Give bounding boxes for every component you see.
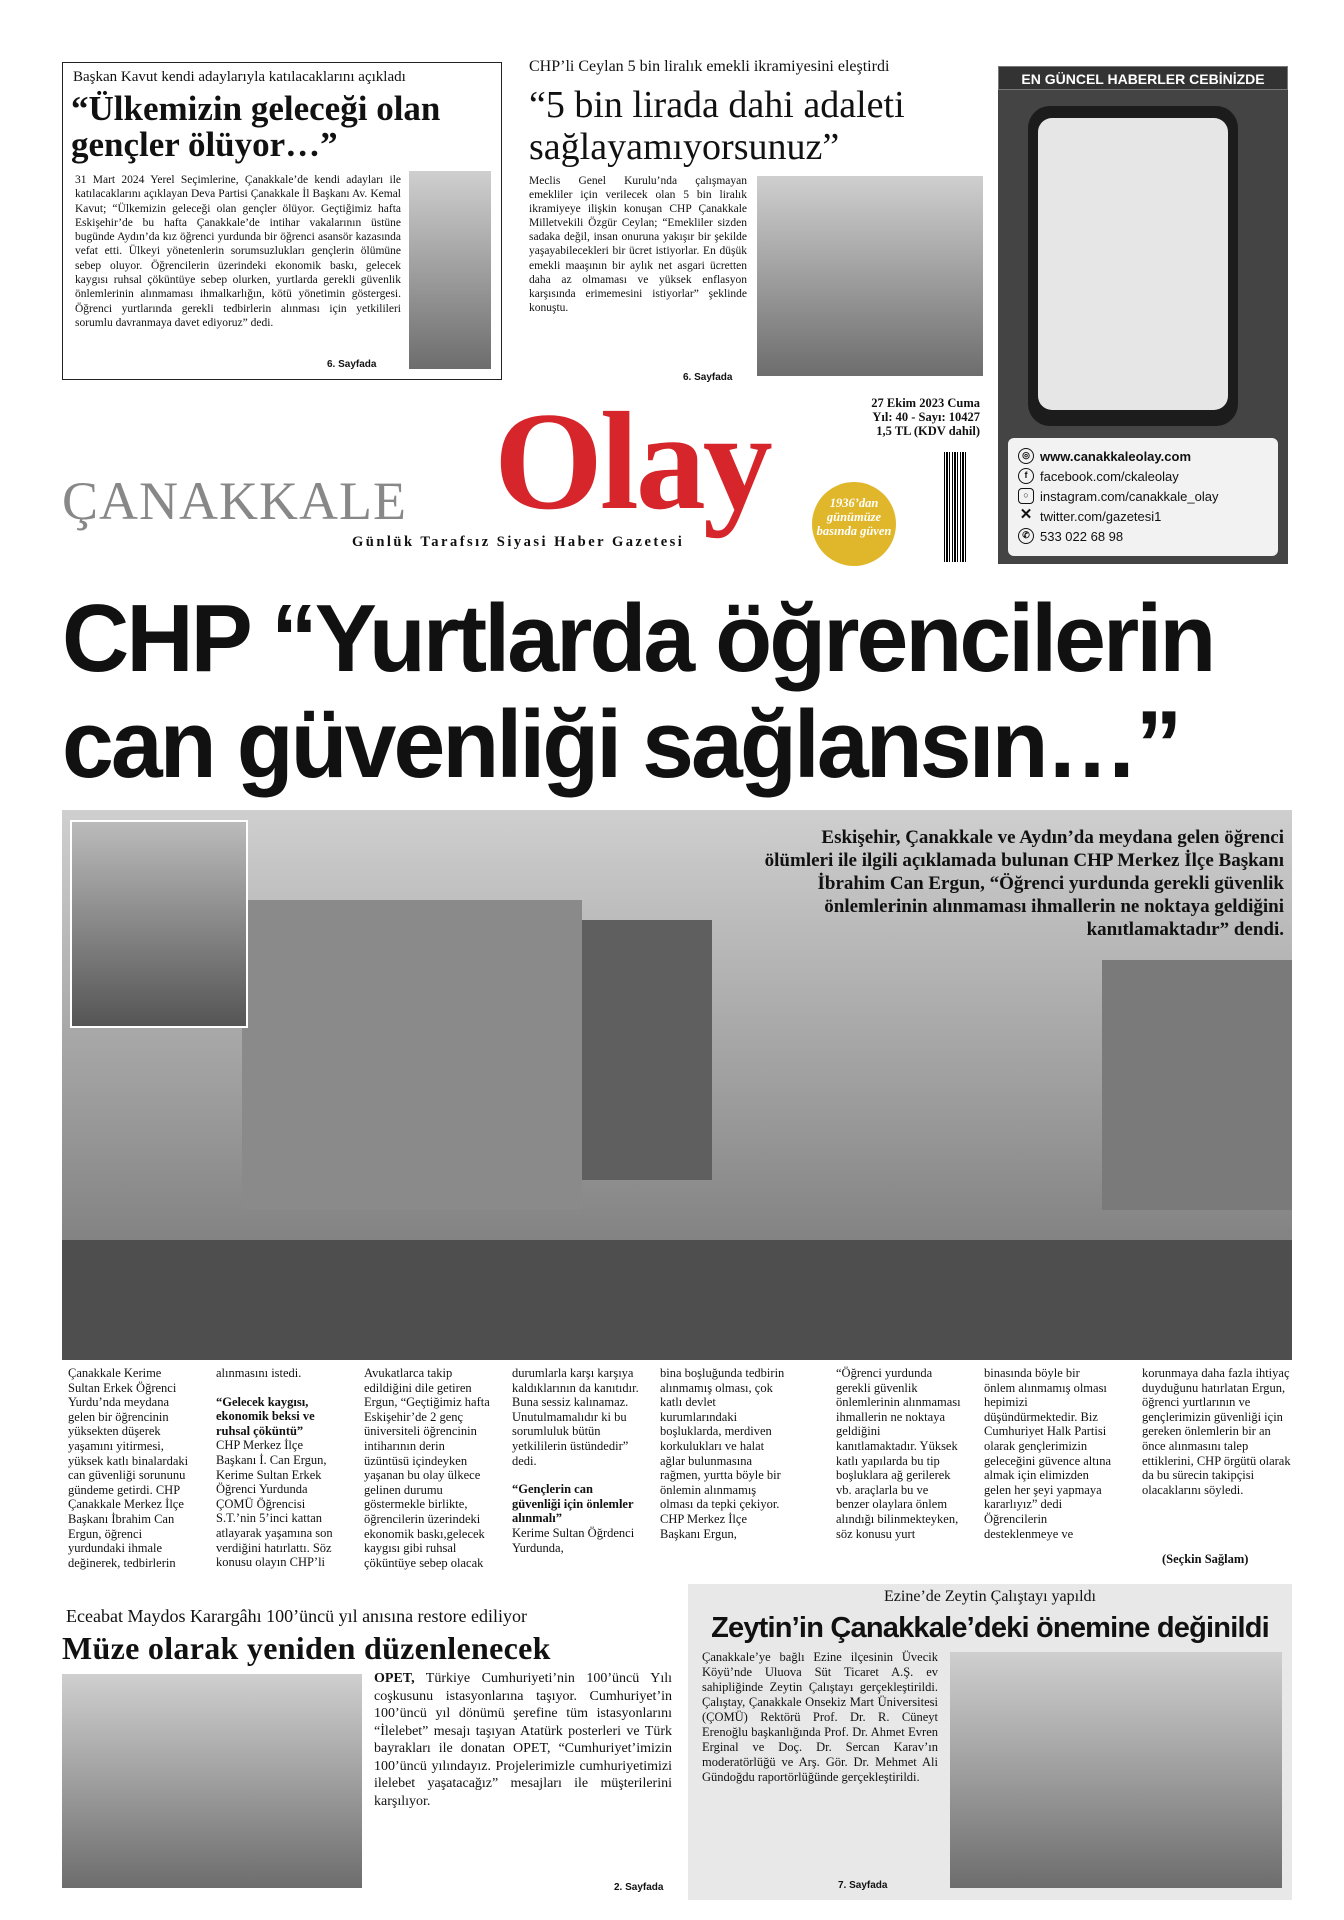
social-links — [1008, 438, 1278, 556]
ergun-portrait — [70, 820, 248, 1028]
subhead: “Gelecek kaygısı, ekonomik beksi ve ruhsal çöküntü” — [216, 1394, 315, 1438]
story-deva-kavut — [62, 62, 502, 380]
column-6: “Öğrenci yurdunda gerekli güvenlik önlemlerinin alınmaması ihmallerin ne noktaya geldiğini kanıtlamaktadır. Yüksek katlı yapılarda bu tip boşluklara ağ gerilerek vb. araçlarla bu ve benzer olaylara önlem alındığı bilinmekteyken, söz konusu yurt — [836, 1366, 961, 1541]
workshop-photo — [950, 1652, 1282, 1888]
main-lead: Eskişehir, Çanakkale ve Aydın’da meydana gelen öğrenci ölümleri ile ilgili açıklamada bulunan CHP Merkez İlçe Başkanı İbrahim Can Ergun, “Öğrenci yurdunda gerekli güvenlik önlemlerinin alınmaması ihmallerin ne noktaya geldiğini kanıtlamaktadır” dendi. — [764, 827, 1284, 940]
byline: (Seçkin Sağlam) — [1162, 1552, 1249, 1566]
whatsapp-link[interactable]: ✆ 533 022 68 98 — [1018, 526, 1268, 546]
story-kicker: Başkan Kavut kendi adaylarıyla katılacaklarını açıkladı — [73, 69, 406, 85]
page-ref: 6. Sayfada — [683, 372, 733, 383]
website-link[interactable]: ◎ www.canakkaleolay.com — [1018, 446, 1268, 466]
issue-date: 27 Ekim 2023 Cuma — [871, 396, 980, 410]
story-kicker: Eceabat Maydos Karargâhı 100’üncü yıl anısına restore ediliyor — [66, 1606, 528, 1626]
column-4: durumlarla karşı karşıya kaldıklarının da kanıtıdır. Buna sessiz kalınamaz. Unutulmamalıdır ki bu sorumluluk bütün yetkililerin üstündedir” dedi. “Gençlerin can güvenliği için önlemler alınmalı” Kerime Sultan Öğrdenci Yurdunda, — [512, 1366, 639, 1555]
masthead-logo: Olay — [494, 384, 770, 539]
column-7: binasında böyle bir önlem alınmamış olması hepimizi düşündürmektedir. Biz Cumhuriyet Halk Partisi olarak gençlerimizin geleceğini güvence altına almak için elimizden gelen her şeyi yapmaya kararlıyız” dedi Öğrencilerin desteklenmeye ve — [984, 1366, 1112, 1541]
story-opet-museum — [62, 1606, 674, 1900]
page-ref: 2. Sayfada — [614, 1882, 664, 1893]
column-8: korunmaya daha fazla ihtiyaç duyduğunu hatırlatan Ergun, öğrenci yurtlarının ve gençlerimizin güvenliği için gereken önlemlerin bir an önce alınmasını talep ettiklerini, CHP örgütü olarak da bu sürecin takipçisi olacaklarını söyledi. — [1142, 1366, 1291, 1497]
masthead-city: ÇANAKKALE — [62, 471, 407, 531]
issue-number: Yıl: 40 - Sayı: 10427 — [872, 410, 980, 424]
phone-illustration — [1028, 106, 1238, 426]
x-icon: ✕ — [1019, 506, 1033, 523]
globe-icon: ◎ — [1018, 448, 1034, 464]
column-5: bina boşluğunda tedbirin alınmamış olması, çok katlı devlet kurumlarındaki boşluklarda, merdiven korkulukları ve halat ağlar bulunmasına rağmen, yurtta böyle bir önlemin alınmamış olması da tepki çekiyor. CHP Merkez İlçe Başkanı Ergun, — [660, 1366, 785, 1541]
app-promo — [998, 66, 1288, 564]
issue-info — [844, 396, 980, 438]
masthead-tagline: Günlük Tarafsız Siyasi Haber Gazetesi — [352, 534, 685, 550]
story-headline: “5 bin lirada dahi adaleti sağlayamıyorsunuz” — [529, 84, 905, 168]
story-body: 31 Mart 2024 Yerel Seçimlerine, Çanakkale’de kendi adayları ile katılacaklarını açıklayan Deva Partisi Çanakkale İl Başkanı Av. Kemal Kavut; “Ülkemizin geleceği olan gençler ölüyor. Geçtiğimiz hafta Eskişehir’de bu hafta Çanakkale’de intihar vakalarının üstüne bugünde Aydın’da kız öğrenci yurdunda bir öğrenci asansör kazasında vefat etti. Ülkeyi yönetenlerin sorumsuzlukları gençlerin ölümüne sebep oluyor. Öğrencilerin üzerindeki ekonomik baskı, gelecek kaygısı ruhsal çöküntüye sebep olurken, yurtlarda gerekli güvenlik önlemlerinin alınmaması ihmalkarlığın, kötü yönetimin göstergesi. Öğrenci yurtlarında gerekli tedbirlerin alınması için yetkilileri sorumlu davranmaya davet ediyoruz” dedi. — [75, 174, 401, 329]
phone-icon: ✆ — [1018, 528, 1034, 544]
column-2-continued: CHP Merkez İlçe Başkanı İ. Can Ergun, Kerime Sultan Erkek Öğrenci Yurdunda ÇOMÜ Öğrencisi S.T.’nin 5’inci kattan atlayarak yaşamına son verdiğini hatırlattı. Söz konusu olayın CHP’li — [216, 1438, 333, 1570]
story-headline: “Ülkemizin geleceği olan gençler ölüyor…” — [71, 89, 441, 164]
subhead: “Gençlerin can güvenliği için önlemler alınmalı” — [512, 1482, 634, 1526]
barcode-icon — [944, 452, 968, 562]
facebook-icon: f — [1018, 468, 1034, 484]
column-4-continued: Kerime Sultan Öğrdenci Yurdunda, — [512, 1525, 635, 1555]
kavut-photo — [409, 171, 491, 369]
main-headline: CHP “Yurtlarda öğrencilerin can güvenliği sağlansın…” — [62, 585, 1214, 798]
story-olive-workshop — [688, 1584, 1292, 1900]
story-kicker: Ezine’de Zeytin Çalıştayı yapıldı — [884, 1588, 1096, 1605]
story-body: Çanakkale’ye bağlı Ezine ilçesinin Üvecik Köyü’nde Uluova Süt Ticaret A.Ş. ev sahipliğinde Zeytin Çalıştayı gerçekleştirildi. Çalıştay, Çanakkale Onsekiz Mart Üniversitesi (ÇOMÜ) Rektörü Prof. Dr. R. Cüneyt Erenoğlu başkanlığında Prof. Dr. Ahmet Evren Erginal ve Doç. Dr. Sercan Karav’ın moderatörlüğü ve Arş. Gör. Dr. Mehmet Ali Gündoğdu raportörlüğünde gerçekleştirildi. — [702, 1650, 938, 1784]
column-1: Çanakkale Kerime Sultan Erkek Öğrenci Yurdu’nda meydana gelen bir öğrencinin yüksekten düşerek yaşamını yitirmesi, yüksek katlı binalardaki can güvenliği sorununu gündeme getirdi. CHP Çanakkale Merkez İlçe Başkanı İbrahim Can Ergun, öğrenci yurdundaki ihmale değinerek, tedbirlerin — [68, 1366, 189, 1570]
instagram-icon: ○ — [1018, 488, 1034, 504]
story-kicker: CHP’li Ceylan 5 bin liralık emekli ikramiyesini eleştirdi — [529, 58, 890, 75]
column-2: alınmasını istedi. “Gelecek kaygısı, ekonomik beksi ve ruhsal çöküntü” CHP Merkez İlçe Başkanı İ. Can Ergun, Kerime Sultan Erkek Öğrenci Yurdunda ÇOMÜ Öğrencisi S.T.’nin 5’inci kattan atlayarak yaşamına son verdiğini hatırlattı. Söz konusu olayın CHP’li — [216, 1366, 344, 1570]
promo-tag: EN GÜNCEL HABERLER CEBİNİZDE — [998, 66, 1288, 90]
main-body-columns — [62, 1366, 1292, 1570]
story-headline: Zeytin’in Çanakkale’deki önemine değinildi — [711, 1612, 1269, 1644]
page-ref: 6. Sayfada — [327, 359, 377, 370]
story-chp-ceylan — [525, 58, 985, 388]
column-3: Avukatlarca takip edildiğini dile getiren Ergun, “Geçtiğimiz hafta Eskişehir’de 2 genç üniversiteli öğrencinin intiharının derin üzüntüsü içindeyken yaşanan bu olay ülkece gelinen durumu göstermekle birlikte, öğrencilerin üzerindeki ekonomik baskı,gelecek kaygısı gibi ruhsal çöküntüye sebep olacak — [364, 1366, 490, 1570]
story-headline: Müze olarak yeniden düzenlenecek — [62, 1630, 551, 1666]
instagram-link[interactable]: ○ instagram.com/canakkale_olay — [1018, 486, 1268, 506]
issue-price: 1,5 TL (KDV dahil) — [876, 424, 980, 438]
facebook-link[interactable]: f facebook.com/ckaleolay — [1018, 466, 1268, 486]
page-ref: 7. Sayfada — [838, 1880, 888, 1891]
story-body: Meclis Genel Kurulu’nda çalışmayan emekliler için verilecek olan 5 bin liralık ikramiyeye ilişkin konuşan CHP Çanakkale Milletvekili Özgür Ceylan; “Emekliler sizden sadaka değil, insan onuruna yakışır bir şekilde yaşayabilecekleri bir ücret istiyorlar. En düşük emekli maaşının bir aylık net asgari ücretten daha az olmaması ve yüksek enflasyon karşısında erimemesini istiyorlar” şeklinde konuştu. — [529, 175, 747, 314]
ceylan-photo — [757, 176, 983, 376]
story-body: OPET, Türkiye Cumhuriyeti’nin 100’üncü Yılı coşkusunu istasyonlarına taşıyor. Cumhuriyet’in 100’üncü yıl dönümü şerefine tüm istasyonlarını “İlelebet” mesajı taşıyan Atatürk posterleri ve Türk bayrakları ile donatan OPET, “Cumhuriyet’imizin 100’üncü yılındayız. Projelerimizle cumhuriyetimizi ilelebet yaşatacağız” mesajları ile müşterilerini karşılıyor. — [374, 1671, 672, 1809]
twitter-link[interactable]: ✕ twitter.com/gazetesi1 — [1019, 506, 1162, 524]
heritage-badge: 1936’dan günümüze basında güven — [812, 482, 896, 566]
building-photo — [62, 1674, 362, 1888]
